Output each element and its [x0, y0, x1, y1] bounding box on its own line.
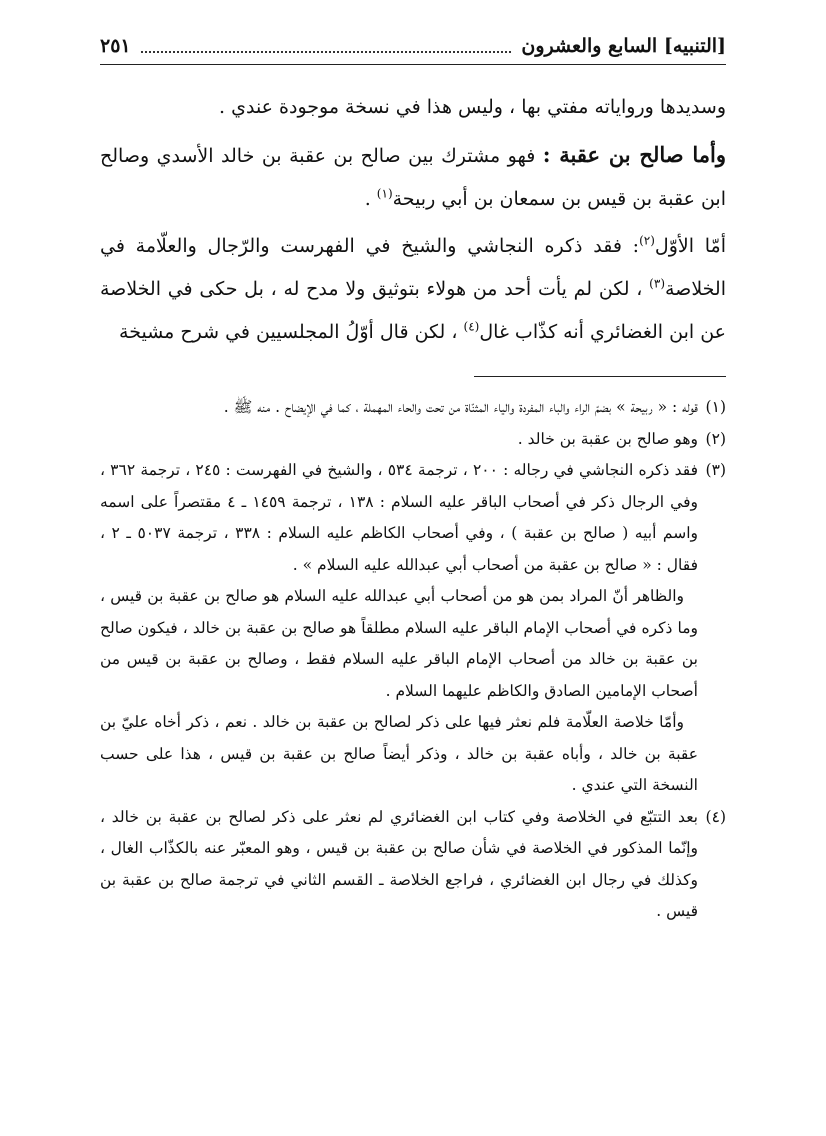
page-number: ٢٥١ — [100, 35, 131, 57]
footnote-text: وأمّا خلاصة العلّامة فلم نعثر فيها على ذكر لصالح بن عقبة بن خالد . نعم ، ذكر أخاه عليّ بن عقبة بن خالد ، وأباه عقبة بن خالد ، وذكر أيضاً صالح بن عقبة بن قيس ، هذا على حسب النسخة التي عندي . — [100, 713, 698, 794]
footnote-number: (٢) — [705, 429, 726, 448]
footnote-separator — [474, 376, 726, 377]
footnote-text: وهو صالح بن عقبة بن خالد . — [517, 429, 698, 448]
footnote-ref-4: (٤) — [463, 319, 480, 334]
header-dot-leader — [141, 51, 512, 53]
footnote-1 — [100, 392, 726, 424]
footnote-ref-1: (١) — [376, 186, 393, 201]
p2-text-d: ، لكن قال أوّلُ المجلسيين في شرح مشيخة — [119, 321, 464, 343]
entry-text: فهو مشترك بين صالح بن عقبة بن خالد الأسدي وصالح ابن عقبة بن قيس بن سمعان بن أبي ربيحة — [100, 145, 726, 210]
main-paragraph-2 — [100, 225, 726, 354]
footnotes — [100, 392, 726, 928]
footnote-ref-2: (٢) — [639, 233, 655, 248]
main-paragraph-1 — [100, 133, 726, 221]
running-header — [100, 28, 726, 65]
footnote-number: (١) — [705, 398, 726, 416]
header-title: [التنبيه] السابع والعشرون — [521, 35, 726, 57]
footnote-number: (٣) — [705, 461, 726, 479]
footnote-text: بعد التتبّع في الخلاصة وفي كتاب ابن الغضائري لم نعثر على ذكر لصالح بن عقبة بن خالد ، وإنّما المذكور في الخلاصة في شأن صالح بن عقبة بن قيس ، وهو المعبّر عنه بالكذّاب الغال ، وكذلك في رجال ابن الغضائري ، فراجع الخلاصة ـ القسم الثاني في ترجمة صالح بن عقبة بن قيس . — [100, 807, 698, 920]
footnote-3 — [100, 455, 726, 802]
entry-heading: وأما صالح بن عقبة : — [542, 142, 726, 167]
footnote-4 — [100, 802, 726, 928]
footnote-ref-3: (٣) — [649, 276, 665, 291]
p2-text-c: ، لكن لم يأت أحد من هولاء بتوثيق ولا مدح له ، بل حكى في الخلاصة عن ابن الغضائري أنه كذّاب غال — [100, 278, 726, 343]
entry-text-end: . — [364, 188, 377, 210]
main-text — [100, 86, 726, 354]
footnote-text: والظاهر أنّ المراد بمن هو من أصحاب أبي عبدالله عليه السلام هو صالح بن عقبة بن قيس ، وما ذكره في أصحاب الإمام الباقر عليه السلام مطلقاً هو صالح بن عقبة بن خالد ، فيكون صالح بن عقبة بن خالد من أصحاب الإمام الباقر عليه السلام فقط ، وصالح بن عقبة بن قيس من أصحاب الإمامين الصادق والكاظم عليهما السلام . — [100, 587, 698, 700]
footnote-number: (٤) — [705, 807, 726, 826]
p2-text-a: أمّا الأوّل — [654, 235, 726, 257]
footnote-text: قوله : « ربيحة » بضمّ الراء والباء المفردة والياء المثنّاة من تحت والحاء المهملة ، كما في الإيضاح . منه ﷺ . — [223, 398, 698, 416]
footnote-2 — [100, 424, 726, 456]
footnote-text: فقد ذكره النجاشي في رجاله : ٢٠٠ ، ترجمة ٥٣٤ ، والشيخ في الفهرست : ٢٤٥ ، ترجمة ٣٦٢ ، وفي الرجال ذكر في أصحاب الباقر عليه السلام : ١٣٨ ، ترجمة ١٤٥٩ ـ ٤ مقتصراً على اسمه واسم أبيه ( صالح بن عقبة ) ، وفي أصحاب الكاظم عليه السلام : ٣٣٨ ، ترجمة ٥٠٣٧ ـ ٢ ، فقال : « صالح بن عقبة من أصحاب أبي عبدالله عليه السلام » . — [100, 461, 699, 574]
main-paragraph-0: وسديدها ورواياته مفتي بها ، وليس هذا في نسخة موجودة عندي . — [219, 96, 726, 118]
p2-text-b: : فقد ذكره النجاشي والشيخ في الفهرست والرّجال والعلّامة في الخلاصة — [100, 235, 726, 300]
